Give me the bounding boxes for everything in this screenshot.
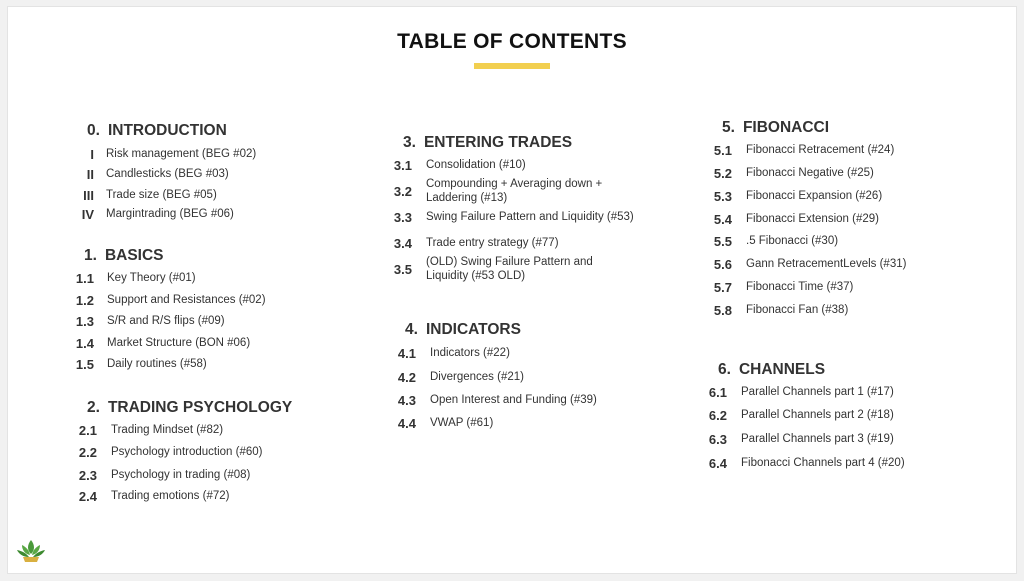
entry-title: Fibonacci Retracement (#24) — [746, 144, 895, 156]
entry-title: Trade size (BEG #05) — [106, 189, 217, 201]
entry-title: Divergences (#21) — [430, 371, 524, 383]
section-heading — [84, 247, 164, 265]
section-title: BASICS — [104, 247, 164, 264]
entry-title: Fibonacci Expansion (#26) — [746, 190, 883, 202]
entry-text — [106, 208, 234, 222]
entry-text — [741, 386, 894, 400]
entry-text — [741, 457, 905, 471]
entry-number: 5.2 — [713, 166, 732, 181]
entry-number: 3.3 — [393, 210, 412, 225]
section-title: CHANNELS — [738, 361, 826, 378]
entry-number: 3.5 — [393, 262, 412, 277]
section-heading — [405, 321, 521, 339]
section-title: ENTERING TRADES — [423, 134, 573, 151]
entry-text — [107, 315, 225, 329]
entry-title: Fibonacci Channels part 4 (#20) — [741, 457, 905, 469]
entry-number: I — [90, 147, 94, 162]
section-title: FIBONACCI — [742, 119, 830, 136]
leaf-crown-icon — [14, 536, 48, 566]
entry-number: 4.2 — [397, 370, 416, 385]
entry-number: 5.5 — [713, 234, 732, 249]
entry-title: Indicators (#22) — [430, 347, 510, 359]
entry-title: Trade entry strategy (#77) — [426, 237, 559, 249]
section-title: INDICATORS — [425, 321, 521, 338]
entry-number: 4.3 — [397, 393, 416, 408]
section-number: 6. — [718, 361, 731, 378]
entry-text — [746, 235, 838, 249]
entry-text — [746, 304, 848, 318]
entry-title: Consolidation (#10) — [426, 159, 526, 171]
section-number: 5. — [722, 119, 735, 136]
entry-title: Gann RetracementLevels (#31) — [746, 258, 907, 270]
entry-number: 2.4 — [78, 489, 97, 504]
entry-text — [741, 409, 894, 423]
entry-text — [426, 178, 602, 205]
entry-title: Swing Failure Pattern and Liquidity (#53) — [426, 211, 634, 223]
entry-text — [746, 281, 853, 295]
entry-title: Fibonacci Fan (#38) — [746, 304, 849, 316]
entry-text — [430, 417, 493, 431]
section-title: INTRODUCTION — [107, 122, 227, 139]
section-number: 4. — [405, 321, 418, 338]
entry-number: 6.1 — [708, 385, 727, 400]
entry-title: Support and Resistances (#02) — [107, 294, 266, 306]
entry-title: Fibonacci Extension (#29) — [746, 213, 879, 225]
entry-number: 3.4 — [393, 236, 412, 251]
entry-text — [426, 256, 593, 283]
section-title: TRADING PSYCHOLOGY — [107, 399, 293, 416]
entry-title: Trading Mindset (#82) — [111, 424, 224, 436]
entry-number: 6.2 — [708, 408, 727, 423]
entry-text — [106, 189, 217, 203]
entry-text — [111, 490, 229, 504]
entry-text — [107, 358, 207, 372]
entry-number: III — [83, 188, 94, 203]
entry-number: 1.4 — [75, 336, 94, 351]
entry-number: 4.1 — [397, 346, 416, 361]
entry-title: .5 Fibonacci (#30) — [746, 235, 839, 247]
entry-title: Risk management (BEG #02) — [106, 148, 257, 160]
entry-text — [746, 144, 894, 158]
entry-number: 2.2 — [78, 445, 97, 460]
entry-text — [746, 213, 879, 227]
entry-number: 5.7 — [713, 280, 732, 295]
page-title: TABLE OF CONTENTS — [397, 30, 627, 53]
entry-text — [426, 211, 634, 225]
entry-number: 1.2 — [75, 293, 94, 308]
entry-number: 5.8 — [713, 303, 732, 318]
entry-title: Open Interest and Funding (#39) — [430, 394, 597, 406]
entry-number: 5.1 — [713, 143, 732, 158]
entry-title: Trading emotions (#72) — [111, 490, 230, 502]
section-heading — [87, 122, 227, 140]
entry-title: Psychology introduction (#60) — [111, 446, 263, 458]
section-heading — [718, 361, 825, 379]
entry-number: 5.4 — [713, 212, 732, 227]
entry-title: Fibonacci Time (#37) — [746, 281, 854, 293]
entry-number: 1.3 — [75, 314, 94, 329]
title-underline — [474, 63, 550, 69]
entry-title: Margintrading (BEG #06) — [106, 208, 234, 220]
section-number: 1. — [84, 247, 97, 264]
entry-title: Psychology in trading (#08) — [111, 469, 251, 481]
entry-text — [746, 167, 874, 181]
entry-number: 6.3 — [708, 432, 727, 447]
entry-title-continued: Liquidity (#53 OLD) — [426, 269, 526, 282]
entry-title: VWAP (#61) — [430, 417, 494, 429]
entry-text — [106, 148, 256, 162]
entry-text — [430, 371, 524, 385]
entry-text — [107, 272, 196, 286]
entry-number: 2.1 — [78, 423, 97, 438]
entry-text — [111, 424, 223, 438]
entry-text — [741, 433, 894, 447]
entry-title: Parallel Channels part 3 (#19) — [741, 433, 894, 445]
entry-number: 6.4 — [708, 456, 727, 471]
section-heading — [87, 399, 292, 417]
entry-number: IV — [81, 207, 94, 222]
slide — [7, 6, 1017, 574]
entry-number: 3.2 — [393, 184, 412, 199]
entry-text — [106, 168, 229, 182]
entry-text — [107, 294, 266, 308]
entry-title: (OLD) Swing Failure Pattern and — [426, 256, 593, 268]
entry-title: Compounding + Averaging down + — [426, 178, 603, 190]
entry-text — [426, 237, 559, 251]
entry-text — [426, 159, 526, 173]
entry-text — [107, 337, 250, 351]
entry-title: Parallel Channels part 1 (#17) — [741, 386, 894, 398]
entry-number: 5.3 — [713, 189, 732, 204]
entry-title: Market Structure (BON #06) — [107, 337, 251, 349]
entry-title: Parallel Channels part 2 (#18) — [741, 409, 894, 421]
entry-number: II — [86, 167, 94, 182]
entry-text — [430, 394, 597, 408]
section-heading — [403, 134, 572, 152]
entry-number: 1.1 — [75, 271, 94, 286]
entry-text — [430, 347, 510, 361]
entry-title: Key Theory (#01) — [107, 272, 196, 284]
entry-title: Fibonacci Negative (#25) — [746, 167, 874, 179]
section-number: 3. — [403, 134, 416, 151]
entry-number: 5.6 — [713, 257, 732, 272]
section-heading — [722, 119, 829, 137]
entry-title-continued: Laddering (#13) — [426, 191, 508, 204]
section-number: 2. — [87, 399, 100, 416]
entry-title: S/R and R/S flips (#09) — [107, 315, 225, 327]
entry-title: Daily routines (#58) — [107, 358, 207, 370]
entry-number: 3.1 — [393, 158, 412, 173]
entry-number: 4.4 — [397, 416, 416, 431]
entry-title: Candlesticks (BEG #03) — [106, 168, 229, 180]
entry-number: 2.3 — [78, 468, 97, 483]
entry-number: 1.5 — [75, 357, 94, 372]
section-number: 0. — [87, 122, 100, 139]
entry-text — [111, 469, 250, 483]
entry-text — [746, 190, 882, 204]
entry-text — [746, 258, 906, 272]
entry-text — [111, 446, 263, 460]
